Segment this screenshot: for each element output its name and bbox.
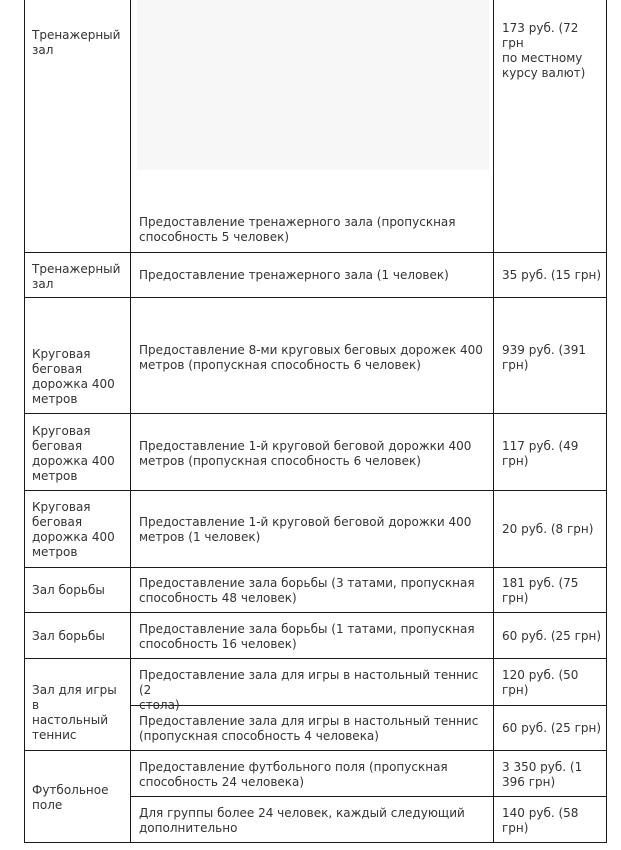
facility-name-line: беговая: [32, 439, 83, 453]
price-line: 181 руб. (75: [502, 576, 579, 590]
price-line: по местному: [502, 51, 583, 65]
service-description: [139, 268, 489, 283]
column-divider: [130, 0, 131, 843]
facility-name-line: Зал для игры в: [32, 683, 117, 712]
column-divider: [493, 0, 494, 843]
price-line: 939 руб. (391: [502, 343, 587, 357]
price-line: 120 руб. (50: [502, 668, 579, 682]
row-divider: [24, 413, 607, 414]
row-divider: [24, 612, 607, 613]
row-divider: [24, 750, 607, 751]
facility-name-line: Зал борьбы: [32, 629, 105, 643]
price-line: 140 руб. (58: [502, 806, 579, 820]
facility-name-line: метров: [32, 392, 78, 406]
facility-name-line: метров: [32, 469, 78, 483]
row-divider: [24, 490, 607, 491]
price-line: грн): [502, 821, 529, 835]
service-description-line: Предоставление тренажерного зала (пропускная: [139, 215, 456, 229]
price: [502, 760, 602, 790]
service-description-line: способность 48 человек): [139, 591, 297, 605]
service-description-line: метров (1 человек): [139, 530, 261, 544]
row-divider: [24, 297, 607, 298]
price-line: 173 руб. (72 грн: [502, 21, 579, 50]
price: [502, 21, 602, 81]
facility-name-line: дорожка 400: [32, 454, 115, 468]
service-description-line: Предоставление 1-й круговой беговой дорожки 400: [139, 515, 472, 529]
facility-name: [32, 28, 124, 58]
facility-name-line: поле: [32, 798, 63, 812]
row-divider: [24, 567, 607, 568]
service-description-line: (пропускная способность 4 человека): [139, 729, 379, 743]
facility-name: [32, 629, 124, 644]
service-description: [139, 622, 489, 652]
facility-name-line: Круговая: [32, 424, 91, 438]
facility-name: [32, 347, 124, 407]
service-description-line: Предоставление зала борьбы (3 татами, пропускная: [139, 576, 475, 590]
service-description-line: способность 16 человек): [139, 637, 297, 651]
facility-name: [32, 783, 124, 813]
service-description-line: Предоставление 1-й круговой беговой дорожки 400: [139, 439, 472, 453]
facility-name-line: дорожка 400: [32, 530, 115, 544]
service-description-line: дополнительно: [139, 821, 238, 835]
facility-name: [32, 500, 124, 560]
image-placeholder: [137, 0, 489, 170]
price-line: грн): [502, 358, 529, 372]
facility-name-line: Тренажерный: [32, 262, 121, 276]
service-description-line: способность 24 человека): [139, 775, 305, 789]
facility-name-line: зал: [32, 43, 54, 57]
price: [502, 806, 602, 836]
price-line: 35 руб. (15 грн): [502, 268, 602, 282]
facility-name-line: теннис: [32, 728, 77, 742]
price-line: 60 руб. (25 грн): [502, 629, 602, 643]
service-description-line: метров (пропускная способность 6 человек): [139, 358, 421, 372]
service-description: [139, 343, 489, 373]
price-line: 20 руб. (8 грн): [502, 522, 594, 536]
service-description: [139, 515, 489, 545]
facility-name-line: настольный: [32, 713, 108, 727]
service-description: [139, 760, 489, 790]
service-description: [139, 806, 489, 836]
facility-name-line: Круговая: [32, 347, 91, 361]
facility-name-line: Тренажерный: [32, 28, 121, 42]
facility-name: [32, 683, 124, 743]
price-line: 396 грн): [502, 775, 556, 789]
row-divider: [24, 842, 607, 843]
facility-name-line: беговая: [32, 362, 83, 376]
facility-name-line: Футбольное: [32, 783, 109, 797]
facility-name: [32, 424, 124, 484]
service-description: [139, 576, 489, 606]
facility-name: [32, 583, 124, 598]
facility-name-line: Круговая: [32, 500, 91, 514]
service-description-line: метров (пропускная способность 6 человек): [139, 454, 421, 468]
price: [502, 268, 602, 283]
price-line: грн): [502, 454, 529, 468]
price-line: курсу валют): [502, 66, 586, 80]
service-description-line: Для группы более 24 человек, каждый следующий: [139, 806, 465, 820]
facility-name: [32, 262, 124, 292]
service-description-line: способность 5 человек): [139, 230, 290, 244]
facility-name-line: беговая: [32, 515, 83, 529]
column-divider: [24, 0, 25, 843]
service-description: [139, 439, 489, 469]
facility-name-line: метров: [32, 545, 78, 559]
price-line: грн): [502, 683, 529, 697]
price-line: 3 350 руб. (1: [502, 760, 583, 774]
service-description-line: стола): [139, 698, 180, 712]
row-divider: [24, 658, 607, 659]
service-description: [139, 215, 489, 245]
service-description-line: Предоставление тренажерного зала (1 человек): [139, 268, 449, 282]
row-divider: [24, 252, 607, 253]
service-description-line: Предоставление зала для игры в настольный теннис (2: [139, 668, 479, 697]
price: [502, 721, 602, 736]
price: [502, 439, 602, 469]
service-description-line: Предоставление футбольного поля (пропускная: [139, 760, 448, 774]
price: [502, 522, 602, 537]
facility-name-line: зал: [32, 277, 54, 291]
price: [502, 668, 602, 698]
price: [502, 343, 602, 373]
subrow-divider: [130, 796, 607, 797]
service-description-line: Предоставление зала борьбы (1 татами, пропускная: [139, 622, 475, 636]
service-description-line: Предоставление зала для игры в настольный теннис: [139, 714, 479, 728]
price-line: 60 руб. (25 грн): [502, 721, 602, 735]
service-description: [139, 714, 489, 744]
price-line: 117 руб. (49: [502, 439, 579, 453]
price: [502, 576, 602, 606]
price-line: грн): [502, 591, 529, 605]
facility-name-line: Зал борьбы: [32, 583, 105, 597]
price: [502, 629, 602, 644]
service-description: [139, 668, 489, 713]
column-divider: [606, 0, 607, 843]
facility-name-line: дорожка 400: [32, 377, 115, 391]
service-description-line: Предоставление 8-ми круговых беговых дорожек 400: [139, 343, 483, 357]
